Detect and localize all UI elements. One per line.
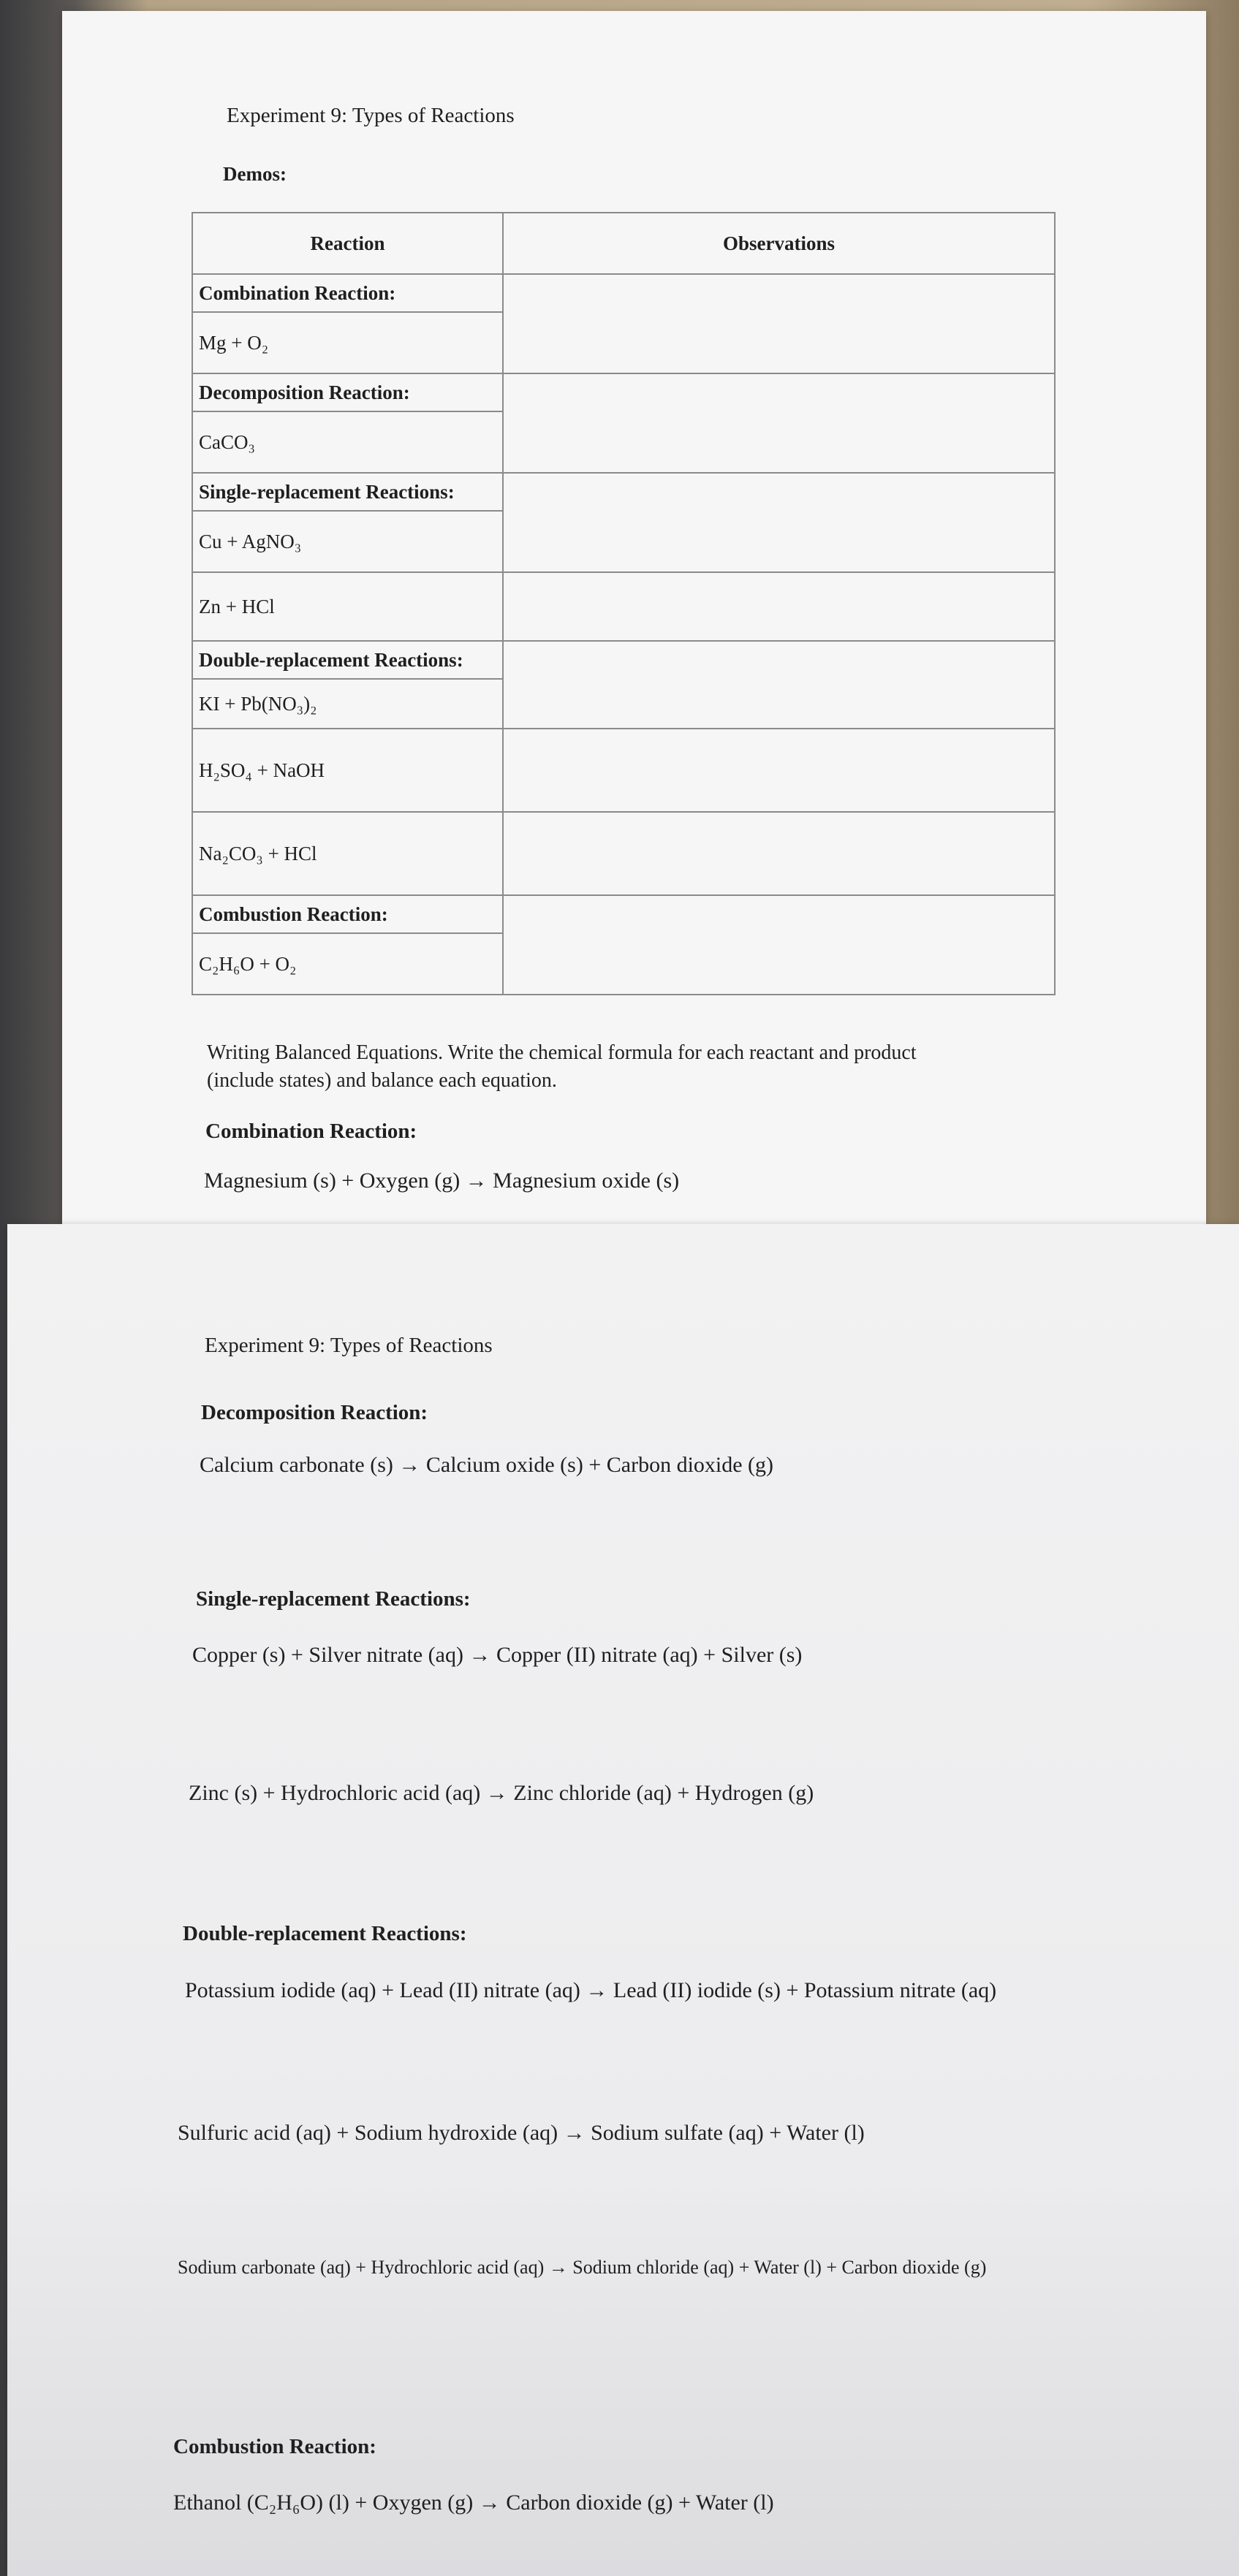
reaction-cell: CaCO₃ (192, 411, 503, 473)
double-replacement-equation-2: Sulfuric acid (aq) + Sodium hydroxide (aq) → Sodium sulfate (aq) + Water (l) (178, 2121, 865, 2145)
observation-cell[interactable] (503, 641, 1055, 729)
table-row (192, 729, 1055, 812)
observation-cell[interactable] (503, 274, 1055, 373)
observation-cell[interactable] (503, 895, 1055, 995)
single-replacement-equation-2: Zinc (s) + Hydrochloric acid (aq) → Zinc chloride (aq) + Hydrogen (g) (189, 1781, 814, 1805)
table-row (192, 812, 1055, 895)
double-replacement-equation-3: Sodium carbonate (aq) + Hydrochloric acid (aq) → Sodium chloride (aq) + Water (l) + Carbon dioxide (g) (178, 2257, 987, 2278)
table-section-row (192, 473, 1055, 511)
table-section-row (192, 641, 1055, 679)
reaction-cell: Cu + AgNO₃ (192, 511, 503, 572)
observation-cell[interactable] (503, 729, 1055, 812)
double-replacement-equation-1: Potassium iodide (aq) + Lead (II) nitrate (aq) → Lead (II) iodide (s) + Potassium nitrate (aq) (185, 1978, 997, 2002)
demos-label: Demos: (223, 163, 287, 185)
reaction-cell: C₂H₆O + O₂ (192, 933, 503, 995)
table-section-row (192, 274, 1055, 312)
decomposition-heading: Decomposition Reaction: (201, 1401, 428, 1424)
observation-cell[interactable] (503, 473, 1055, 572)
instructions-line-2: (include states) and balance each equation. (207, 1069, 557, 1092)
reaction-cell: Na₂CO₃ + HCl (192, 812, 503, 895)
section-label: Single-replacement Reactions: (192, 473, 503, 511)
reaction-cell: Mg + O₂ (192, 312, 503, 373)
reaction-column-header: Reaction (192, 213, 503, 274)
reaction-cell: KI + Pb(NO₃)₂ (192, 679, 503, 729)
observation-cell[interactable] (503, 572, 1055, 641)
observation-cell[interactable] (503, 812, 1055, 895)
section-label: Combination Reaction: (192, 274, 503, 312)
single-replacement-heading: Single-replacement Reactions: (196, 1587, 471, 1611)
reaction-cell: H₂SO₄ + NaOH (192, 729, 503, 812)
worksheet-page-2 (7, 1224, 1239, 2576)
table-section-row (192, 895, 1055, 933)
table-header-row (192, 213, 1055, 274)
reaction-cell: Zn + HCl (192, 572, 503, 641)
combination-equation: Magnesium (s) + Oxygen (g) → Magnesium oxide (s) (204, 1169, 680, 1193)
table-section-row (192, 373, 1055, 411)
section-label: Double-replacement Reactions: (192, 641, 503, 679)
double-replacement-heading: Double-replacement Reactions: (183, 1922, 467, 1945)
instructions-line-1: Writing Balanced Equations. Write the chemical formula for each reactant and product (207, 1041, 917, 1064)
section-label: Combustion Reaction: (192, 895, 503, 933)
single-replacement-equation-1: Copper (s) + Silver nitrate (aq) → Copper (II) nitrate (aq) + Silver (s) (192, 1643, 803, 1667)
table-row (192, 572, 1055, 641)
combustion-heading: Combustion Reaction: (173, 2435, 376, 2458)
decomposition-equation: Calcium carbonate (s) → Calcium oxide (s) + Carbon dioxide (g) (200, 1453, 774, 1477)
page-header: Experiment 9: Types of Reactions (227, 104, 515, 127)
observation-cell[interactable] (503, 373, 1055, 473)
combination-heading: Combination Reaction: (205, 1120, 417, 1143)
demos-table (192, 212, 1056, 995)
page-header: Experiment 9: Types of Reactions (205, 1334, 493, 1357)
combustion-equation: Ethanol (C₂H₆O) (l) + Oxygen (g) → Carbon dioxide (g) + Water (l) (173, 2490, 774, 2515)
observations-column-header: Observations (503, 213, 1055, 274)
section-label: Decomposition Reaction: (192, 373, 503, 411)
